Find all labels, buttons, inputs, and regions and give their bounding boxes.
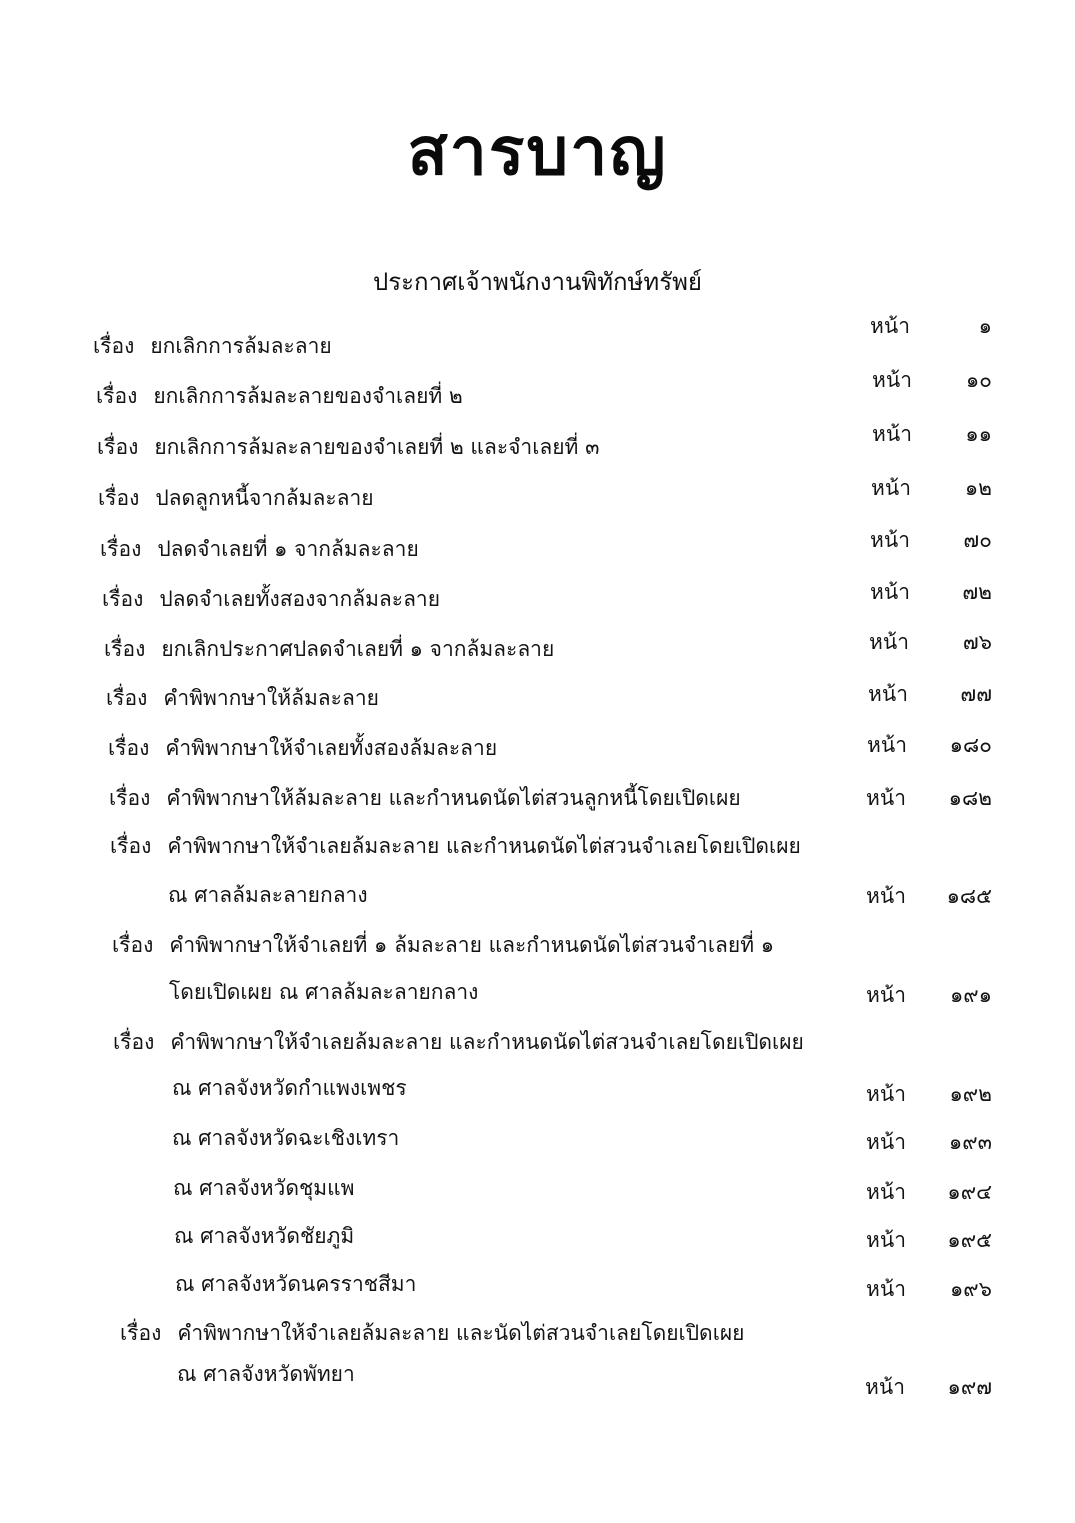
entry-title-text: คำพิพากษาให้ล้มละลาย และกำหนดนัดไต่สวนลูกหนี้โดยเปิดเผย: [166, 786, 741, 810]
page-number: ๑๘๕: [946, 884, 992, 908]
page-word: หน้า: [867, 733, 907, 757]
entry-title-text: ยกเลิกการล้มละลาย: [150, 334, 332, 358]
entry-title-text: ยกเลิกประกาศปลดจำเลยที่ ๑ จากล้มละลาย: [161, 637, 555, 661]
toc-sub-entry: ณ ศาลจังหวัดฉะเชิงเทรา: [172, 1126, 400, 1150]
page-word: หน้า: [866, 1082, 906, 1106]
toc-entry-title: [100, 539, 419, 560]
entry-title-text: คำพิพากษาให้จำเลยที่ ๑ ล้มละลาย และกำหนดนัดไต่สวนจำเลยที่ ๑: [169, 933, 775, 957]
toc-entry-title: [108, 738, 497, 759]
toc-entry-title: [102, 589, 440, 610]
entry-title-text: ปลดจำเลยทั้งสองจากล้มละลาย: [159, 587, 441, 611]
page-number: ๑๙๕: [947, 1228, 992, 1252]
page-word: หน้า: [871, 476, 911, 500]
page-word: หน้า: [866, 1228, 906, 1252]
page-number: ๑๙๗: [947, 1375, 992, 1399]
page-number: ๑๐: [965, 368, 992, 392]
page-word: หน้า: [870, 528, 910, 552]
toc-sub-entry: ณ ศาลล้มละลายกลาง: [168, 883, 368, 907]
toc-entry-title: [109, 788, 741, 809]
page-word: หน้า: [866, 786, 906, 810]
page-number: ๑๒: [964, 476, 992, 500]
page-word: หน้า: [872, 368, 912, 392]
entry-title-text: คำพิพากษาให้จำเลยล้มละลาย และกำหนดนัดไต่สวนจำเลยโดยเปิดเผย: [170, 1030, 804, 1054]
entry-keyword: เรื่อง: [110, 834, 152, 858]
page-word: หน้า: [866, 1130, 906, 1154]
page-word: หน้า: [866, 1180, 906, 1204]
page-word: หน้า: [866, 1277, 906, 1301]
toc-sub-entry: ณ ศาลจังหวัดชัยภูมิ: [174, 1224, 355, 1248]
toc-entry-title: [106, 688, 379, 709]
toc-sub-entry: โดยเปิดเผย ณ ศาลล้มละลายกลาง: [169, 980, 479, 1004]
entry-title-text: คำพิพากษาให้ล้มละลาย: [163, 686, 379, 710]
page-number: ๑๙๖: [949, 1277, 992, 1301]
page-number: ๑๘๒: [948, 786, 992, 810]
toc-entry-title: [93, 336, 332, 357]
toc-entry-title: [110, 836, 801, 857]
page-word: หน้า: [866, 983, 906, 1007]
entry-keyword: เรื่อง: [102, 587, 144, 611]
entry-keyword: เรื่อง: [112, 933, 154, 957]
entry-title-text: ยกเลิกการล้มละลายของจำเลยที่ ๒: [153, 384, 463, 408]
toc-entry-title: [112, 935, 774, 956]
entry-title-text: ปลดลูกหนี้จากล้มละลาย: [155, 486, 374, 510]
page-number: ๑๑: [965, 422, 992, 446]
page-number: ๑๘๐: [949, 733, 992, 757]
entry-keyword: เรื่อง: [120, 1321, 162, 1345]
entry-keyword: เรื่อง: [100, 537, 142, 561]
entry-title-text: คำพิพากษาให้จำเลยล้มละลาย และกำหนดนัดไต่สวนจำเลยโดยเปิดเผย: [167, 834, 801, 858]
page-title: สารบาญ: [407, 112, 668, 190]
toc-entry-title: [96, 386, 463, 407]
toc-entry-title: [120, 1323, 744, 1344]
toc-entry-title: [98, 488, 374, 509]
page-number: ๑๙๓: [948, 1130, 992, 1154]
page-word: หน้า: [869, 630, 909, 654]
entry-keyword: เรื่อง: [97, 435, 139, 459]
page-word: หน้า: [868, 682, 908, 706]
toc-sub-entry: ณ ศาลจังหวัดชุมแพ: [173, 1176, 355, 1200]
entry-title-text: ยกเลิกการล้มละลายของจำเลยที่ ๒ และจำเลยที่ ๓: [154, 435, 600, 459]
page-number: ๑๙๑: [949, 983, 992, 1007]
page-word: หน้า: [866, 884, 906, 908]
entry-keyword: เรื่อง: [109, 786, 151, 810]
entry-keyword: เรื่อง: [106, 686, 148, 710]
toc-entry-title: [104, 639, 554, 660]
entry-title-text: ปลดจำเลยที่ ๑ จากล้มละลาย: [157, 537, 419, 561]
entry-keyword: เรื่อง: [108, 736, 150, 760]
page-number: ๗๖: [962, 630, 992, 654]
toc-entry-title: [97, 437, 599, 458]
page-number: ๑๙๒: [949, 1082, 992, 1106]
page-number: ๗๒: [962, 580, 992, 604]
page-number: ๗๐: [963, 528, 992, 552]
page-word: หน้า: [870, 580, 910, 604]
entry-title-text: คำพิพากษาให้จำเลยล้มละลาย และนัดไต่สวนจำเลยโดยเปิดเผย: [177, 1321, 745, 1345]
toc-entry-title: [113, 1032, 804, 1053]
page-number: ๗๗: [960, 682, 992, 706]
page-word: หน้า: [865, 1375, 905, 1399]
page-number: ๑๙๔: [947, 1180, 992, 1204]
entry-keyword: เรื่อง: [113, 1030, 155, 1054]
entry-keyword: เรื่อง: [98, 486, 140, 510]
toc-sub-entry: ณ ศาลจังหวัดนครราชสีมา: [175, 1272, 417, 1296]
toc-sub-entry: ณ ศาลจังหวัดกำแพงเพชร: [172, 1076, 407, 1100]
toc-sub-entry: ณ ศาลจังหวัดพัทยา: [177, 1362, 355, 1386]
entry-keyword: เรื่อง: [96, 384, 138, 408]
entry-keyword: เรื่อง: [104, 637, 146, 661]
page-word: หน้า: [870, 314, 910, 338]
section-heading: ประกาศเจ้าพนักงานพิทักษ์ทรัพย์: [373, 268, 702, 296]
entry-title-text: คำพิพากษาให้จำเลยทั้งสองล้มละลาย: [165, 736, 498, 760]
page-word: หน้า: [872, 422, 912, 446]
page-number: ๑: [978, 314, 992, 338]
entry-keyword: เรื่อง: [93, 334, 135, 358]
